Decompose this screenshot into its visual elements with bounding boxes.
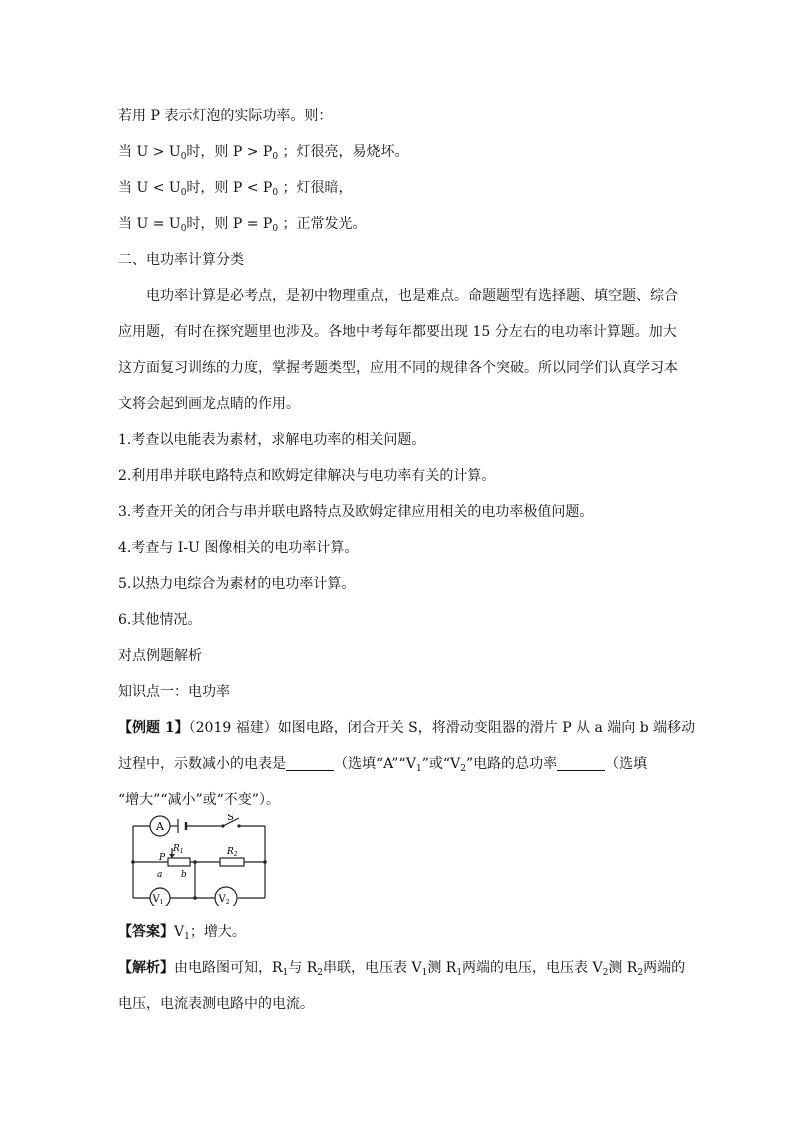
junction-dot <box>193 860 197 864</box>
answer-line: 【答案】$V_1$；增大。 <box>118 924 246 942</box>
analysis-tag: 【解析】 <box>118 960 174 976</box>
list-item-3: 3.考查开关的闭合与串并联电路特点及欧姆定律应用相关的电功率极值问题。 <box>118 504 594 520</box>
paragraph-line-4: 文将会起到画龙点睛的作用。 <box>118 396 300 412</box>
list-item-1: 1.考查以电能表为素材，求解电功率的相关问题。 <box>118 432 426 448</box>
r1-label: $R_1$ <box>173 844 184 855</box>
examples-heading: 对点例题解析 <box>118 648 202 664</box>
example-line-2: 过程中，示数减小的电表是 （选填“$A”“V_1$”或“$V_2$”电路的总功率 （选填 <box>118 756 648 774</box>
paragraph-line-2: 应用题，有时在探究题里也涉及。各地中考每年都要出现 15 分左右的电功率计算题。加大 <box>118 324 677 340</box>
analysis-line-1: 【解析】由电路图可知，$R_1$与 $R_2$串联，电压表 $V_1$测 $R_1$两端的电压，电压表 $V_2$测 $R_2$两端的 <box>118 960 686 978</box>
junction-dot <box>131 860 135 864</box>
knowledge-point-heading: 知识点一：电功率 <box>118 684 230 700</box>
list-item-2: 2.利用串并联电路特点和欧姆定律解决与电功率有关的计算。 <box>118 468 496 484</box>
switch-contact <box>237 824 240 827</box>
paragraph-line-1: 电功率计算是必考点，是初中物理重点，也是难点。命题题型有选择题、填空题、综合 <box>146 288 678 304</box>
voltmeter-v1-label: $V_1$ <box>152 894 164 906</box>
r2-label: $R_2$ <box>227 847 238 858</box>
rheostat-r1 <box>168 858 190 866</box>
line-condition-equal: 当 $U = U_0$时，则 $P = P_0$ ；正常发光。 <box>118 216 367 234</box>
circuit-diagram <box>128 814 270 906</box>
end-a-label: a <box>157 870 163 880</box>
list-item-4: 4.考查与 I-U 图像相关的电功率计算。 <box>118 540 359 556</box>
example-tag: 【例题 1】 <box>118 720 189 736</box>
list-item-6: 6.其他情况。 <box>118 612 202 628</box>
resistor-r2 <box>220 858 244 866</box>
junction-dot <box>193 896 197 900</box>
line-actual-power: 若用 P 表示灯泡的实际功率。则： <box>118 108 333 124</box>
example-line-1: 【例题 1】（2019 福建）如图电路，闭合开关 S，将滑动变阻器的滑片 P 从 a 端向 b 端移动 <box>118 720 696 736</box>
voltmeter-v2-label: $V_2$ <box>218 894 230 906</box>
ammeter-label: A <box>156 820 164 833</box>
analysis-line-2: 电压，电流表测电路中的电流。 <box>118 996 314 1012</box>
paragraph-line-3: 这方面复习训练的力度，掌握考题类型，应用不同的规律各个突破。所以同学们认真学习本 <box>118 360 678 376</box>
junction-dot <box>263 860 267 864</box>
answer-blank-2 <box>557 756 605 771</box>
line-condition-less: 当 $U < U_0$时，则 $P < P_0$ ；灯很暗， <box>118 180 353 198</box>
switch-label: S <box>227 814 234 823</box>
switch-contact <box>221 824 224 827</box>
end-b-label: b <box>181 870 187 880</box>
list-item-5: 5.以热力电综合为素材的电功率计算。 <box>118 576 356 592</box>
answer-tag: 【答案】 <box>118 924 174 940</box>
section-heading: 二、电功率计算分类 <box>118 252 244 268</box>
slider-label: P <box>159 853 166 863</box>
example-line-3: “增大”“减小”或“不变”）。 <box>118 792 280 808</box>
answer-blank-1 <box>286 756 334 771</box>
line-condition-greater: 当 $U > U_0$时，则 $P > P_0$ ；灯很亮，易烧坏。 <box>118 144 409 162</box>
